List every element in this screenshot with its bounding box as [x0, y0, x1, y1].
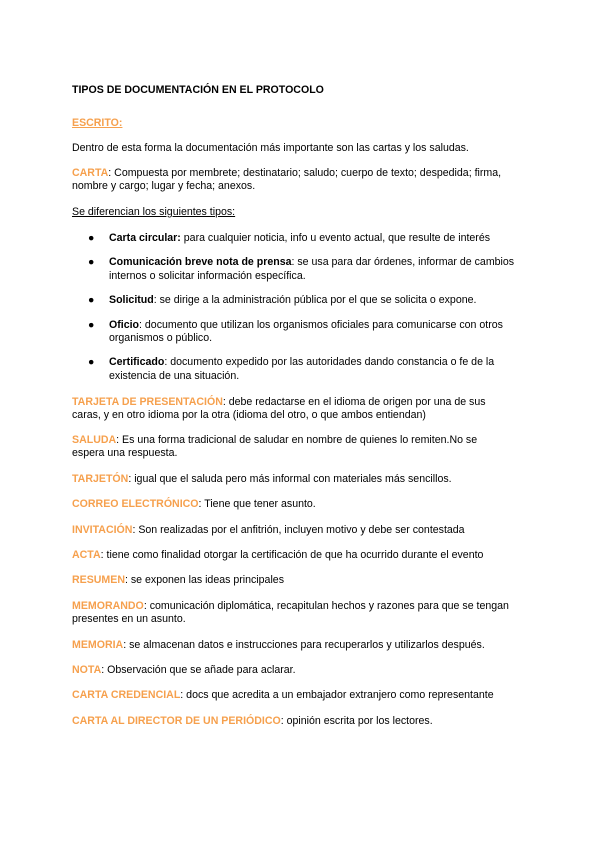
- entry-paragraph: [72, 664, 512, 677]
- carta-text: : Compuesta por membrete; destinatario; saludo; cuerpo de texto; despedida; firma, nombre y cargo; lugar y fecha; anexos.: [72, 167, 502, 193]
- carta-paragraph: [72, 167, 512, 194]
- entry-text: : igual que el saluda pero más informal con materiales más sencillos.: [128, 473, 452, 485]
- entry-paragraph: [72, 715, 512, 728]
- list-item: [72, 319, 519, 346]
- entry-term: CARTA AL DIRECTOR DE UN PERIÓDICO: [72, 715, 281, 727]
- list-item-text: : se dirige a la administración pública por el que se solicita o expone.: [153, 294, 477, 307]
- bullet-icon: ●: [88, 232, 95, 244]
- entry-paragraph: [72, 473, 512, 486]
- list-item-term: Comunicación breve nota de prensa: [109, 256, 292, 269]
- list-item-text: para cualquier noticia, info u evento actual, que resulte de interés: [180, 232, 491, 244]
- section-heading: ESCRITO:: [72, 117, 123, 129]
- entry-text: : Son realizadas por el anfitrión, incluyen motivo y debe ser contestada: [132, 524, 465, 536]
- entry-term: MEMORANDO: [72, 600, 144, 612]
- entry-term: CORREO ELECTRÓNICO: [72, 498, 199, 510]
- entry-paragraph: [72, 524, 512, 537]
- page-title: TIPOS DE DOCUMENTACIÓN EN EL PROTOCOLO: [72, 84, 324, 96]
- entry-text: : Observación que se añade para aclarar.: [101, 664, 296, 676]
- entry-term: SALUDA: [72, 434, 117, 446]
- entry-term: TARJETA DE PRESENTACIÓN: [72, 396, 223, 408]
- entry-term: RESUMEN: [72, 574, 125, 586]
- entry-text: : tiene como finalidad otorgar la certificación de que ha ocurrido durante el evento: [100, 549, 484, 561]
- list-item-term: Oficio: [109, 318, 140, 331]
- carta-term: CARTA: [72, 167, 109, 179]
- entry-text: : Es una forma tradicional de saludar en nombre de quienes lo remiten.No se espera una respuesta.: [72, 434, 478, 460]
- entry-text: : docs que acredita a un embajador extranjero como representante: [180, 689, 494, 701]
- bullet-icon: ●: [88, 318, 95, 331]
- entry-paragraph: [72, 574, 512, 587]
- bullet-icon: ●: [88, 294, 95, 307]
- entry-paragraph: [72, 639, 512, 652]
- entry-text: : se almacenan datos e instrucciones para recuperarlos y utilizarlos después.: [123, 639, 485, 651]
- types-list: [72, 232, 532, 383]
- entry-text: : Tiene que tener asunto.: [198, 498, 316, 510]
- entry-text: : debe redactarse en el idioma de origen por una de sus caras, y en otro idioma por la otra (idioma del otro, o que ambos entiendan): [72, 396, 486, 422]
- entry-paragraph: [72, 549, 512, 562]
- entry-paragraph: [72, 689, 512, 702]
- entry-text: : comunicación diplomática, recapitulan hechos y razones para que se tengan presentes en un asunto.: [72, 600, 509, 626]
- list-item-term: Solicitud: [109, 294, 154, 307]
- entry-paragraph: [72, 600, 512, 627]
- list-item-text: : documento que utilizan los organismos oficiales para comunicarse con otros organismos o público.: [109, 318, 503, 345]
- entry-term: ACTA: [72, 549, 101, 561]
- list-item: [72, 294, 519, 307]
- entry-paragraph: [72, 498, 512, 511]
- bullet-icon: ●: [88, 356, 95, 369]
- list-item: [72, 356, 519, 383]
- list-item: [72, 256, 519, 283]
- entry-term: NOTA: [72, 664, 102, 676]
- entry-term: MEMORIA: [72, 639, 124, 651]
- bullet-icon: ●: [88, 256, 95, 269]
- entry-term: TARJETÓN: [72, 473, 129, 485]
- types-intro: Se diferencian los siguientes tipos:: [72, 206, 236, 218]
- entry-paragraph: [72, 434, 512, 461]
- list-item-term: Certificado: [109, 356, 165, 369]
- entry-paragraph: [72, 396, 512, 423]
- entry-term: INVITACIÓN: [72, 524, 133, 536]
- entry-text: : se exponen las ideas principales: [124, 574, 284, 586]
- list-item-text: : documento expedido por las autoridades dando constancia o fe de la existencia de una situación.: [109, 356, 495, 382]
- list-item: [72, 232, 519, 245]
- entry-term: CARTA CREDENCIAL: [72, 689, 181, 701]
- list-item-text: : se usa para dar órdenes, informar de cambios internos o solicitar información específica.: [109, 256, 515, 282]
- intro-paragraph: Dentro de esta forma la documentación más importante son las cartas y los saludas.: [72, 142, 469, 154]
- list-item-term: Carta circular:: [109, 232, 181, 244]
- entry-text: : opinión escrita por los lectores.: [280, 715, 433, 727]
